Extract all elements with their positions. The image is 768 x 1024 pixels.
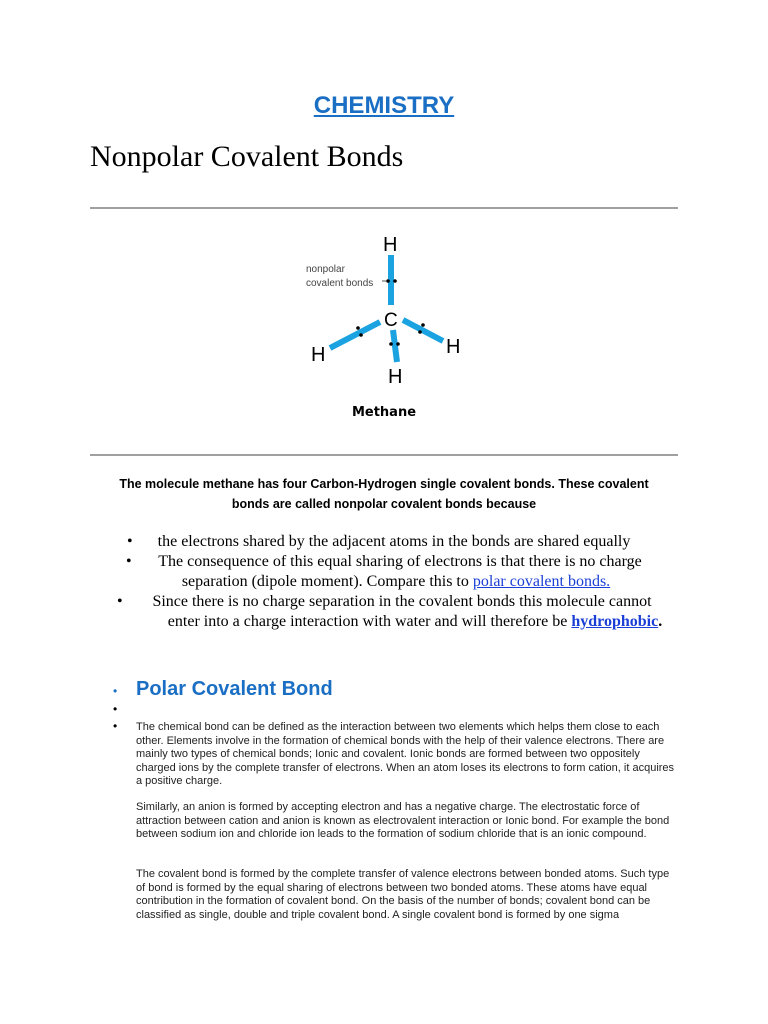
diagram-label-line2: covalent bonds bbox=[306, 278, 374, 289]
paragraph: The chemical bond can be defined as the interaction between two elements which helps them close to each other. Elements involve in the formation of chemical bonds with the help of their valence electrons. There are mainly two types of chemical bonds; Ionic and covalent. Ionic bonds are formed between two oppositely charged ions by the complete transfer of electrons. When an atom loses its electrons to form cation, it acquires a positive charge. bbox=[136, 721, 675, 788]
bullet-item: • The consequence of this equal sharing of electrons is that there is no charge separation (dipole moment). Compare this to polar covalent bonds. bbox=[126, 553, 642, 590]
subject-heading bbox=[0, 92, 768, 120]
section-heading: Polar Covalent Bond bbox=[136, 678, 333, 700]
bonds bbox=[330, 255, 443, 362]
figure-caption: Methane bbox=[351, 405, 417, 420]
bullet-dot: • bbox=[113, 702, 118, 716]
paragraph: Similarly, an anion is formed by accepting electron and has a negative charge. The electrostatic force of attraction between cation and anion is known as electrovalent interaction or Ionic bond. For example the bond between sodium ion and chloride ion leads to the formation of sodium chloride that is an ionic compound. bbox=[136, 801, 670, 841]
intro-paragraph: The molecule methane has four Carbon-Hydrogen single covalent bonds. These covalent bonds are called nonpolar covalent bonds because bbox=[119, 477, 649, 511]
atom-h-bottom: H bbox=[388, 366, 403, 388]
bond-bottom bbox=[393, 330, 397, 362]
subject-link[interactable]: CHEMISTRY bbox=[313, 92, 455, 119]
page-title: Nonpolar Covalent Bonds bbox=[90, 140, 404, 173]
atom-h-left: H bbox=[311, 344, 326, 366]
hydrophobic-link[interactable]: hydrophobic bbox=[571, 613, 659, 630]
diagram-label-line1: nonpolar bbox=[306, 264, 345, 275]
atom-h-top: H bbox=[383, 234, 398, 256]
polar-covalent-bonds-link[interactable]: polar covalent bonds. bbox=[472, 573, 611, 590]
bullet-item: • the electrons shared by the adjacent atoms in the bonds are shared equally bbox=[127, 533, 631, 550]
methane-diagram bbox=[290, 225, 480, 395]
atom-c: C bbox=[384, 310, 398, 331]
atom-h-right: H bbox=[446, 336, 461, 358]
paragraph: The covalent bond is formed by the complete transfer of valence electrons between bonded atoms. Such type of bond is formed by the equal sharing of electrons between two bonded atoms. These atoms have equal contribution in the formation of covalent bond. On the basis of the number of bonds; covalent bond can be classified as single, double and triple covalent bond. A single covalent bond is formed by one sigma bbox=[136, 868, 670, 921]
divider bbox=[90, 207, 678, 209]
bond-left bbox=[330, 322, 380, 348]
bullet-item: • Since there is no charge separation in the covalent bonds this molecule cannot enter into a charge interaction with water and will therefore be hydrophobic. bbox=[117, 593, 663, 630]
bullet-dot: • bbox=[113, 719, 118, 733]
bullet-dot: • bbox=[113, 684, 118, 698]
divider bbox=[90, 454, 678, 456]
bond-right bbox=[403, 320, 443, 341]
